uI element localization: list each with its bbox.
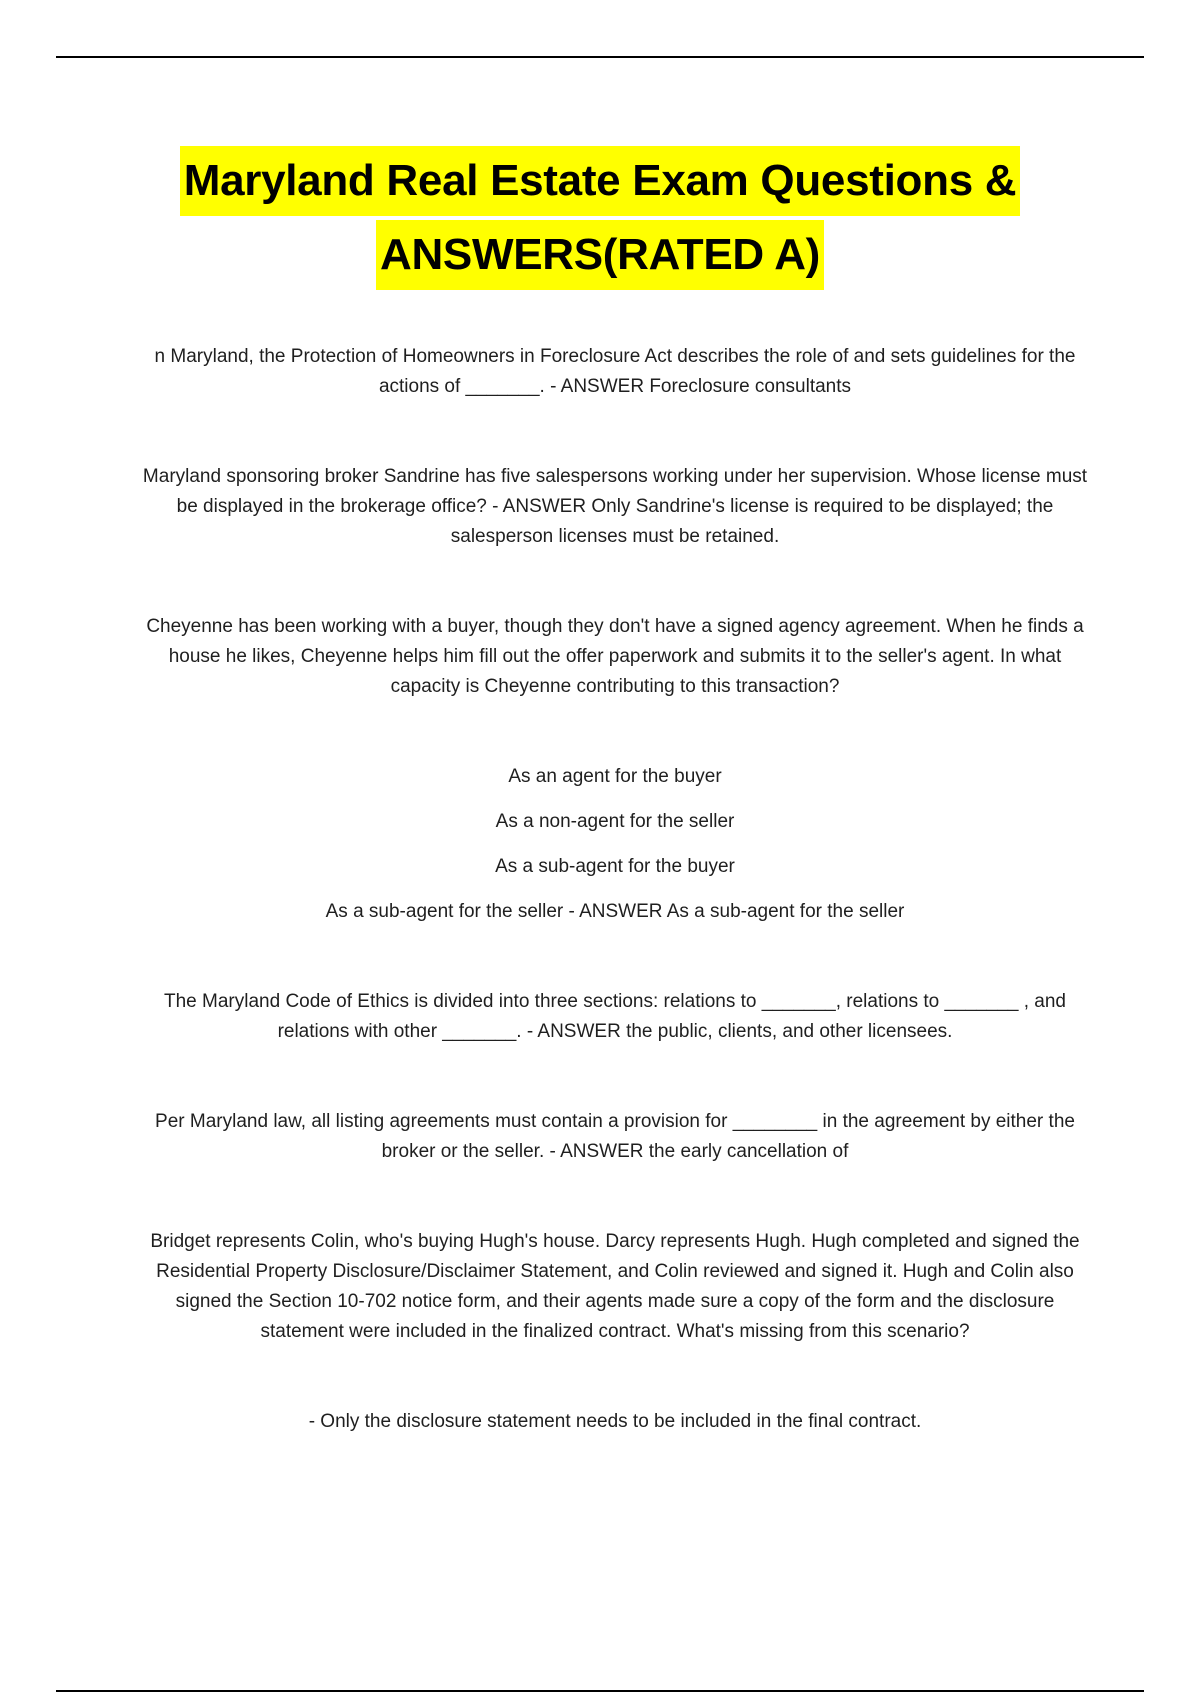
option-d: As a sub-agent for the seller - ANSWER As a sub-agent for the seller [325,901,905,922]
footer-rule [56,1690,1144,1692]
answer-options [140,762,1090,927]
spacer [140,702,1090,762]
title-line-1: Maryland Real Estate Exam Questions & [180,146,1021,216]
spacer [140,402,1090,462]
qa-item-1: n Maryland, the Protection of Homeowners in Foreclosure Act describes the role of and sets guidelines for the actions of _______. - ANSWER Foreclosure consultants [154,346,1076,397]
qa-item-5: Per Maryland law, all listing agreements must contain a provision for ________ in the agreement by either the broker or the seller. - ANSWER the early cancellation of [155,1111,1075,1162]
qa-content [140,342,1090,1437]
option-a: As an agent for the buyer [508,766,722,787]
qa-item-6: Bridget represents Colin, who's buying Hugh's house. Darcy represents Hugh. Hugh completed and signed the Residential Property Disclosure/Disclaimer Statement, and Colin reviewed and signed it. Hugh and Colin also signed the Section 10-702 notice form, and their agents made sure a copy of the form and the disclosure statement were included in the finalized contract. What's missing from this scenario? [150,1231,1080,1342]
header-rule [56,56,1144,58]
document-title [0,144,1200,292]
spacer [140,1167,1090,1227]
qa-item-2: Maryland sponsoring broker Sandrine has five salespersons working under her supervision. Whose license must be displayed in the brokerage office? - ANSWER Only Sandrine's license is required to be displayed; the salesperson licenses must be retained. [142,466,1088,547]
option-c: As a sub-agent for the buyer [495,856,735,877]
qa-item-7: - Only the disclosure statement needs to be included in the final contract. [308,1411,922,1432]
spacer [140,552,1090,612]
title-line-2: ANSWERS(RATED A) [376,220,824,290]
qa-item-4: The Maryland Code of Ethics is divided into three sections: relations to _______, relations to _______ , and relations with other _______. - ANSWER the public, clients, and other licensees. [164,991,1066,1042]
qa-item-3: Cheyenne has been working with a buyer, though they don't have a signed agency agreement. When he finds a house he likes, Cheyenne helps him fill out the offer paperwork and submits it to the seller's agent. In what capacity is Cheyenne contributing to this transaction? [146,616,1084,697]
spacer [140,1047,1090,1107]
spacer [140,927,1090,987]
spacer [140,1347,1090,1407]
option-b: As a non-agent for the seller [495,811,735,832]
